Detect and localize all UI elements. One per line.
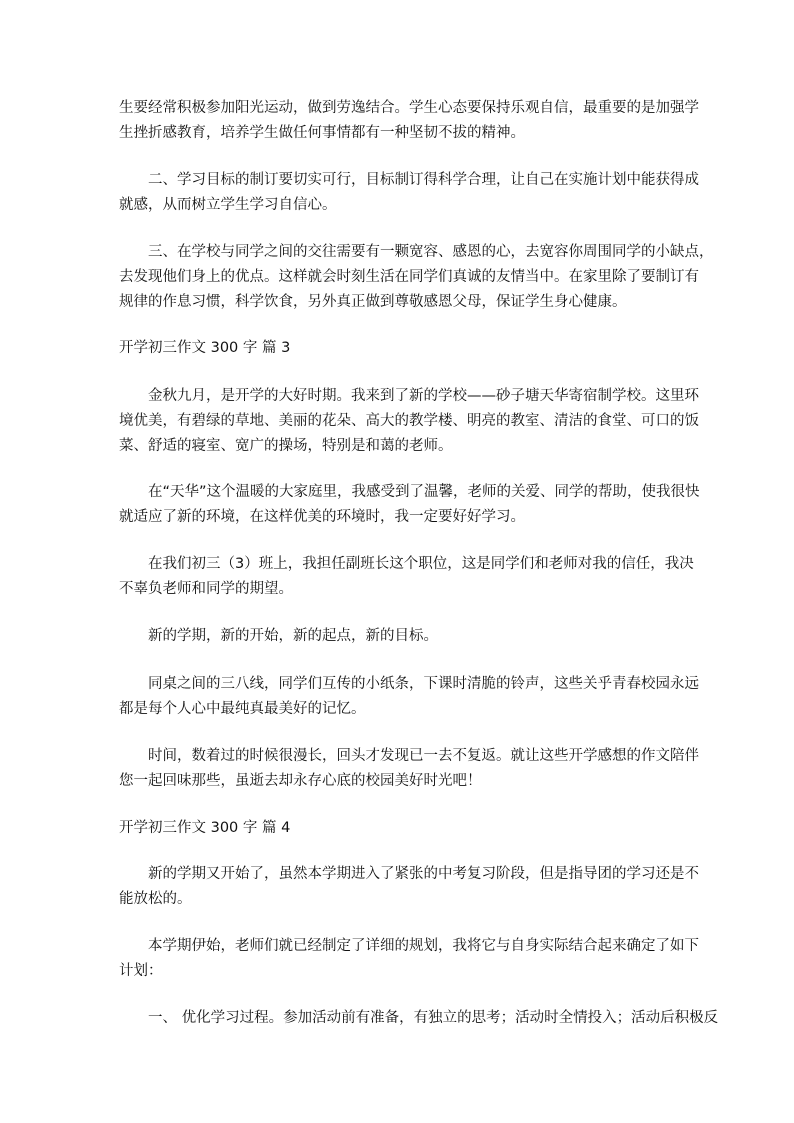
paragraph-9 (119, 744, 699, 794)
text-line: 在我们初三（3）班上，我担任副班长这个职位，这是同学们和老师对我的信任，我决 (148, 556, 694, 572)
text-line: 不辜负老师和同学的期望。 (119, 581, 293, 597)
paragraph-8 (119, 672, 699, 722)
text-line: 去发现他们身上的优点。这样就会时刻生活在同学们真诚的友情当中。在家里除了要制订有 (119, 269, 699, 285)
text-line: 时间，数着过的时候很漫长，回头才发现已一去不复返。就让这些开学感想的作文陪伴 (148, 748, 699, 764)
text-line: 菜、舒适的寝室、宽广的操场，特别是和蔼的老师。 (119, 438, 453, 454)
paragraph-11 (119, 934, 699, 984)
text-line: 能放松的。 (119, 891, 192, 907)
section-heading-4: 开学初三作文 300 字 篇 4 (119, 820, 291, 836)
text-line: 金秋九月，是开学的大好时期。我来到了新的学校——砂子塘天华寄宿制学校。这里环 (148, 388, 699, 404)
text-line: 在“天华”这个温暖的大家庭里，我感受到了温馨，老师的关爱、同学的帮助，使我很快 (148, 484, 700, 500)
text-line: 同桌之间的三八线，同学们互传的小纸条，下课时清脆的铃声，这些关乎青春校园永远 (148, 676, 699, 692)
text-line: 生要经常积极参加阳光运动，做到劳逸结合。学生心态要保持乐观自信，最重要的是加强学 (119, 100, 699, 116)
text-line: 都是每个人心中最纯真最美好的记忆。 (119, 701, 366, 717)
text-line: 二、学习目标的制订要切实可行，目标制订得科学合理，让自己在实施计划中能获得成 (148, 172, 699, 188)
paragraph-10 (119, 862, 699, 912)
text-line: 规律的作息习惯，科学饮食，另外真正做到尊敬感恩父母，保证学生身心健康。 (119, 294, 627, 310)
text-line: 本学期伊始，老师们就已经制定了详细的规划，我将它与自身实际结合起来确定了如下 (148, 938, 699, 954)
paragraph-4 (119, 384, 699, 459)
paragraph-3 (119, 240, 714, 315)
paragraph-6 (119, 552, 694, 602)
paragraph-2 (119, 168, 699, 218)
text-line: 三、在学校与同学之间的交往需要有一颗宽容、感恩的心，去宽容你周围同学的小缺点， (148, 244, 714, 260)
paragraph-12 (119, 1006, 719, 1031)
text-line: 计划： (119, 963, 163, 979)
text-line: 境优美，有碧绿的草地、美丽的花朵、高大的教学楼、明亮的教室、清洁的食堂、可口的饭 (119, 413, 699, 429)
text-line: 生挫折感教育，培养学生做任何事情都有一种坚韧不拔的精神。 (119, 125, 525, 141)
text-line: 就感，从而树立学生学习自信心。 (119, 197, 337, 213)
text-line: 新的学期，新的开始，新的起点，新的目标。 (148, 628, 438, 644)
paragraph-7 (119, 624, 679, 649)
text-line: 一、 优化学习过程。参加活动前有准备，有独立的思考；活动时全情投入；活动后积极反 (148, 1010, 719, 1026)
section-heading-3: 开学初三作文 300 字 篇 3 (119, 340, 291, 356)
text-line: 您一起回味那些，虽逝去却永存心底的校园美好时光吧！ (119, 773, 482, 789)
text-line: 就适应了新的环境，在这样优美的环境时，我一定要好好学习。 (119, 509, 525, 525)
paragraph-1 (119, 96, 699, 146)
paragraph-5 (119, 480, 700, 530)
text-line: 新的学期又开始了，虽然本学期进入了紧张的中考复习阶段，但是指导团的学习还是不 (148, 866, 699, 882)
